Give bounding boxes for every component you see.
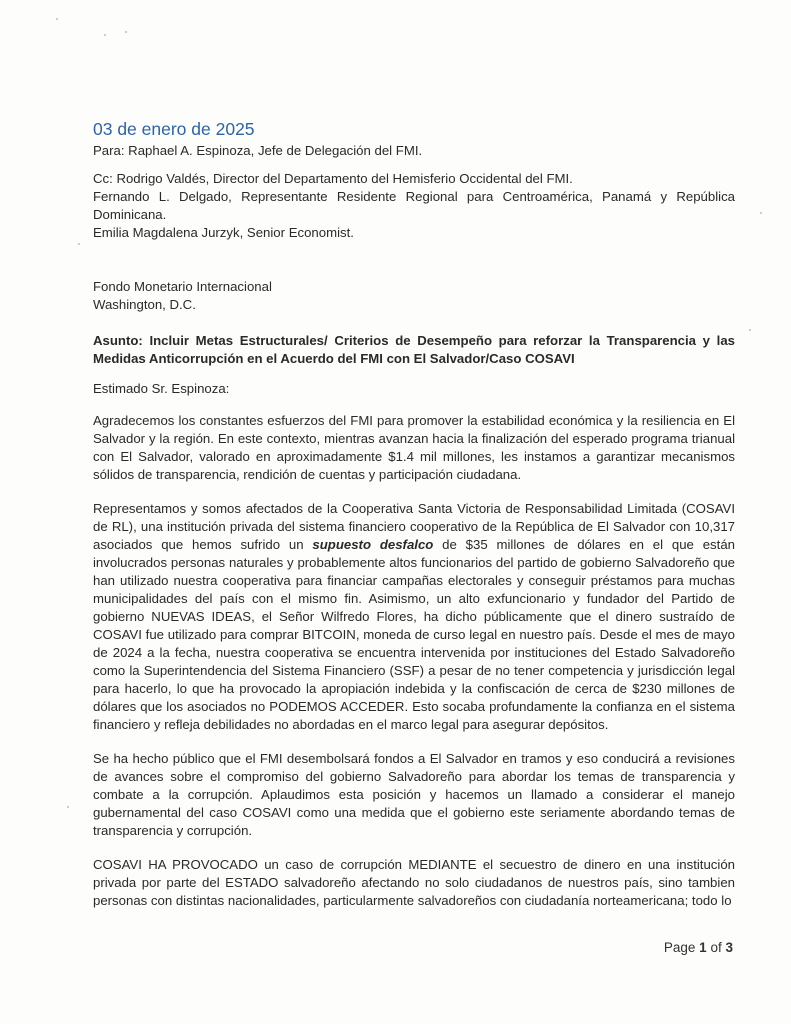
address-line: Washington, D.C. — [93, 297, 196, 312]
scan-speck — [104, 34, 106, 36]
page-of-word: of — [710, 940, 722, 955]
paragraph-text: Representamos y somos afectados de la Cooperativa Santa Victoria de Responsabilidad Limitada (COSAVI de RL), una institución privada del sistema financiero cooperativo de la República de El Salvador con 10,317 asociados que hemos sufrido un — [93, 501, 735, 552]
page-current: 1 — [699, 940, 707, 955]
paragraph: Se ha hecho público que el FMI desembolsará fondos a El Salvador en tramos y eso conducirá a revisiones de avances sobre el compromiso del gobierno Salvadoreño para abordar los temas de transparencia y combate a la corrupción. Aplaudimos esta posición y hacemos un llamado a considerar el manejo gubernamental del caso COSAVI como una medida que el gobierno este seriamente abordando temas de transparencia y corrupción. — [93, 751, 735, 838]
recipient-line: Para: Raphael A. Espinoza, Jefe de Delegación del FMI. — [93, 143, 423, 158]
scan-speck — [56, 18, 58, 20]
cc-line: Cc: Rodrigo Valdés, Director del Departamento del Hemisferio Occidental del FMI. — [93, 171, 573, 186]
scan-speck — [760, 212, 762, 214]
letter-date: 03 de enero de 2025 — [93, 119, 255, 139]
greeting: Estimado Sr. Espinoza: — [93, 381, 230, 396]
paragraph: Agradecemos los constantes esfuerzos del FMI para promover la estabilidad económica y la resiliencia en El Salvador y la región. En este contexto, mientras avanzan hacia la finalización del esperado programa trianual con El Salvador, valorado en aproximadamente $1.4 mil millones, les instamos a garantizar mecanismos sólidos de transparencia, rendición de cuentas y participación ciudadana. — [93, 413, 735, 482]
subject-line: Asunto: Incluir Metas Estructurales/ Criterios de Desempeño para reforzar la Transparencia y las Medidas Anticorrupción en el Acuerdo del FMI con El Salvador/Caso COSAVI — [93, 333, 735, 366]
paragraph-text: de $35 millones de dólares en el que están involucrados personas naturales y probablemente altos funcionarios del partido de gobierno Salvadoreño que han utilizado nuestra cooperativa para financiar campañas electorales y conseguir préstamos para muchas municipalidades del país con el mismo fin. Asimismo, un alto exfuncionario y fundador del Partido de gobierno NUEVAS IDEAS, el Señor Wilfredo Flores, ha dicho públicamente que el dinero sustraído de COSAVI fue utilizado para comprar BITCOIN, moneda de curso legal en nuestro país. Desde el mes de mayo de 2024 a la fecha, nuestra cooperativa se encuentra intervenida por instituciones del Estado Salvadoreño como la Superintendencia del Sistema Financiero (SSF) a pesar de no tener competencia y jurisdicción legal para hacerlo, lo que ha provocado la apropiación indebida y la confiscación de cerca de $230 millones de dólares que los asociados no PODEMOS ACCEDER. Esto socaba profundamente la confianza en el sistema financiero y refleja debilidades no abordadas en el marco legal para asegurar depósitos. — [93, 537, 735, 732]
scan-speck — [749, 329, 751, 331]
paragraph — [93, 500, 735, 734]
emphasis-text: supuesto desfalco — [312, 537, 434, 552]
cc-line: Emilia Magdalena Jurzyk, Senior Economist. — [93, 225, 354, 240]
scan-speck — [67, 806, 69, 808]
page-word: Page — [663, 940, 696, 955]
page-total: 3 — [725, 940, 733, 955]
scan-speck — [125, 31, 127, 33]
page-number — [664, 940, 733, 955]
cc-line: Fernando L. Delgado, Representante Residente Regional para Centroamérica, Panamá y República Dominicana. — [93, 189, 735, 222]
scan-speck — [78, 243, 80, 245]
paragraph: COSAVI HA PROVOCADO un caso de corrupción MEDIANTE el secuestro de dinero en una institución privada por parte del ESTADO salvadoreño afectando no solo ciudadanos de nuestros país, sino tambien personas con distintas nacionalidades, particularmente salvadoreños con ciudadanía norteamericana; todo lo — [93, 857, 735, 908]
letter-body — [93, 118, 735, 910]
address-line: Fondo Monetario Internacional — [93, 279, 272, 294]
